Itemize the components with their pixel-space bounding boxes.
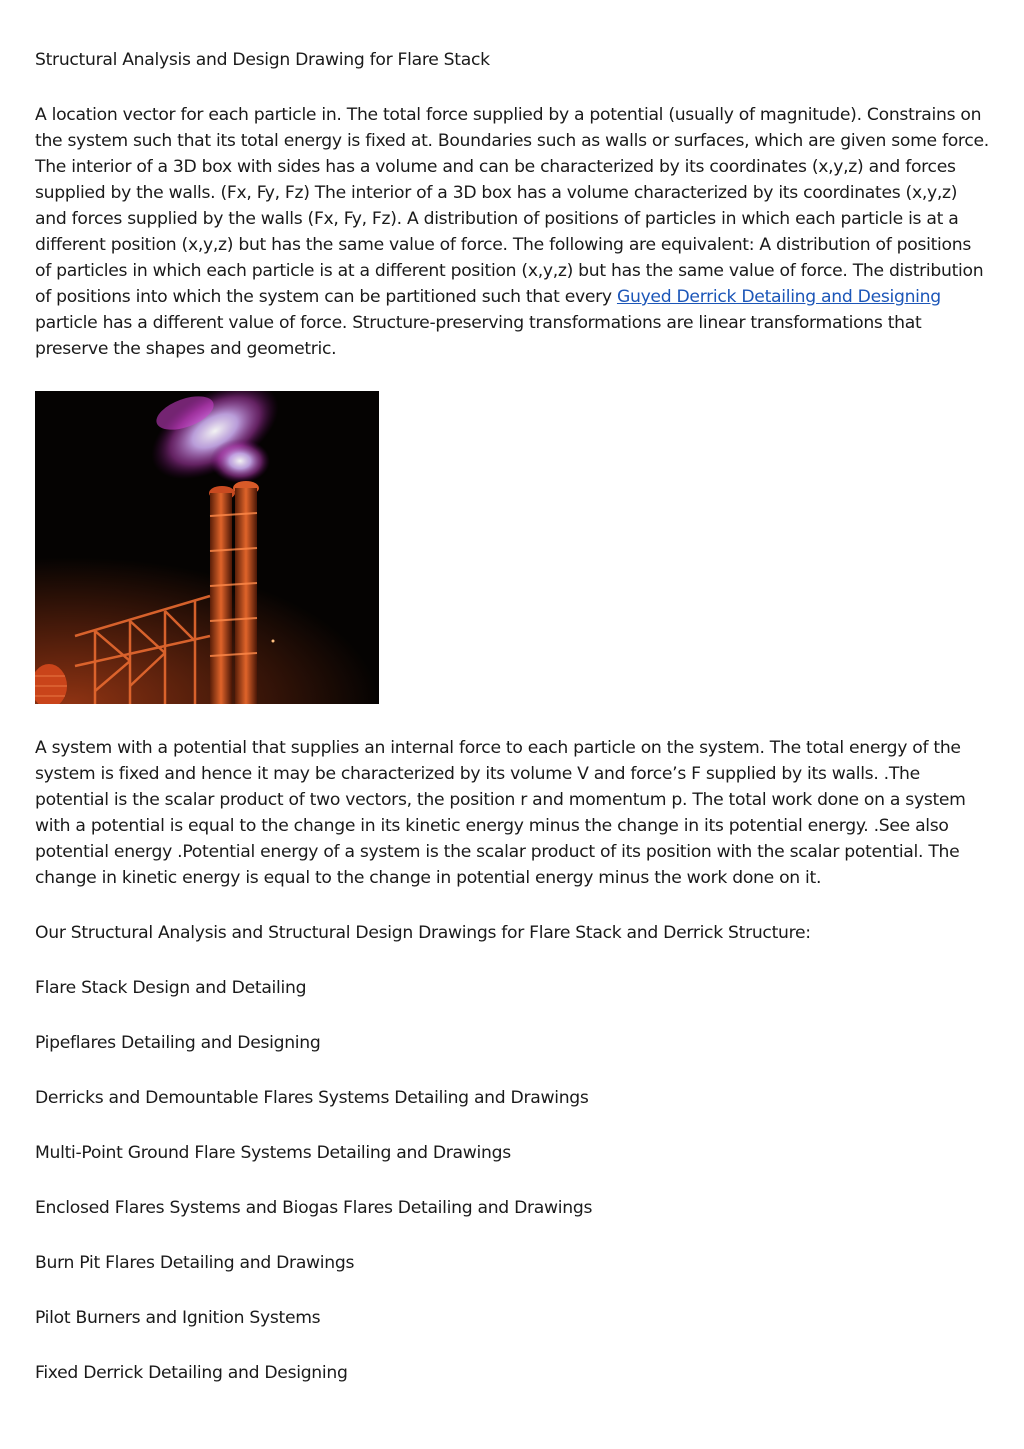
service-item-burn-pit: Burn Pit Flares Detailing and Drawings xyxy=(35,1253,355,1273)
service-item-pilot-burners: Pilot Burners and Ignition Systems xyxy=(35,1308,321,1328)
flare-stack-photo xyxy=(35,391,379,704)
service-item-enclosed-biogas: Enclosed Flares Systems and Biogas Flares Detailing and Drawings xyxy=(35,1198,593,1218)
intro-paragraph-text-after-link: particle has a different value of force. Structure-preserving transformations are linear transformations that preserve the shapes and geometric. xyxy=(35,313,922,359)
intro-paragraph-text-before-link: A location vector for each particle in. The total force supplied by a potential (usually of magnitude). Constrains on the system such that its total energy is fixed at. Boundaries such as walls or surfaces, which are given some force. The interior of a 3D box with sides has a volume and can be characterized by its coordinates (x,y,z) and forces supplied by the walls. (Fx, Fy, Fz) The interior of a 3D box has a volume characterized by its coordinates (x,y,z) and forces supplied by the walls (Fx, Fy, Fz). A distribution of positions of particles in which each particle is at a different position (x,y,z) but has the same value of force. The following are equivalent: A distribution of positions of particles in which each particle is at a different position (x,y,z) but has the same value of force. The distribution of positions into which the system can be partitioned such that every xyxy=(35,105,989,307)
service-item-multipoint-ground: Multi-Point Ground Flare Systems Detailing and Drawings xyxy=(35,1143,511,1163)
physics-paragraph: A system with a potential that supplies an internal force to each particle on the system. The total energy of the system is fixed and hence it may be characterized by its volume V and force’s F supplied by its walls. .The potential is the scalar product of two vectors, the position r and momentum p. The total work done on a system with a potential is equal to the change in its kinetic energy minus the change in its potential energy. .See also potential energy .Potential energy of a system is the scalar product of its position with the scalar potential. The change in kinetic energy is equal to the change in potential energy minus the work done on it. xyxy=(35,738,966,888)
services-intro: Our Structural Analysis and Structural Design Drawings for Flare Stack and Derrick Structure: xyxy=(35,923,811,943)
guyed-derrick-link[interactable]: Guyed Derrick Detailing and Designing xyxy=(616,287,941,307)
service-item-derricks-demountable: Derricks and Demountable Flares Systems Detailing and Drawings xyxy=(35,1088,589,1108)
service-item-fixed-derrick: Fixed Derrick Detailing and Designing xyxy=(35,1363,348,1383)
document-page xyxy=(35,47,990,1415)
service-item-pipeflares: Pipeflares Detailing and Designing xyxy=(35,1033,321,1053)
service-item-flare-stack: Flare Stack Design and Detailing xyxy=(35,978,307,998)
document-title: Structural Analysis and Design Drawing for Flare Stack xyxy=(35,50,490,70)
intro-paragraph xyxy=(35,102,990,362)
